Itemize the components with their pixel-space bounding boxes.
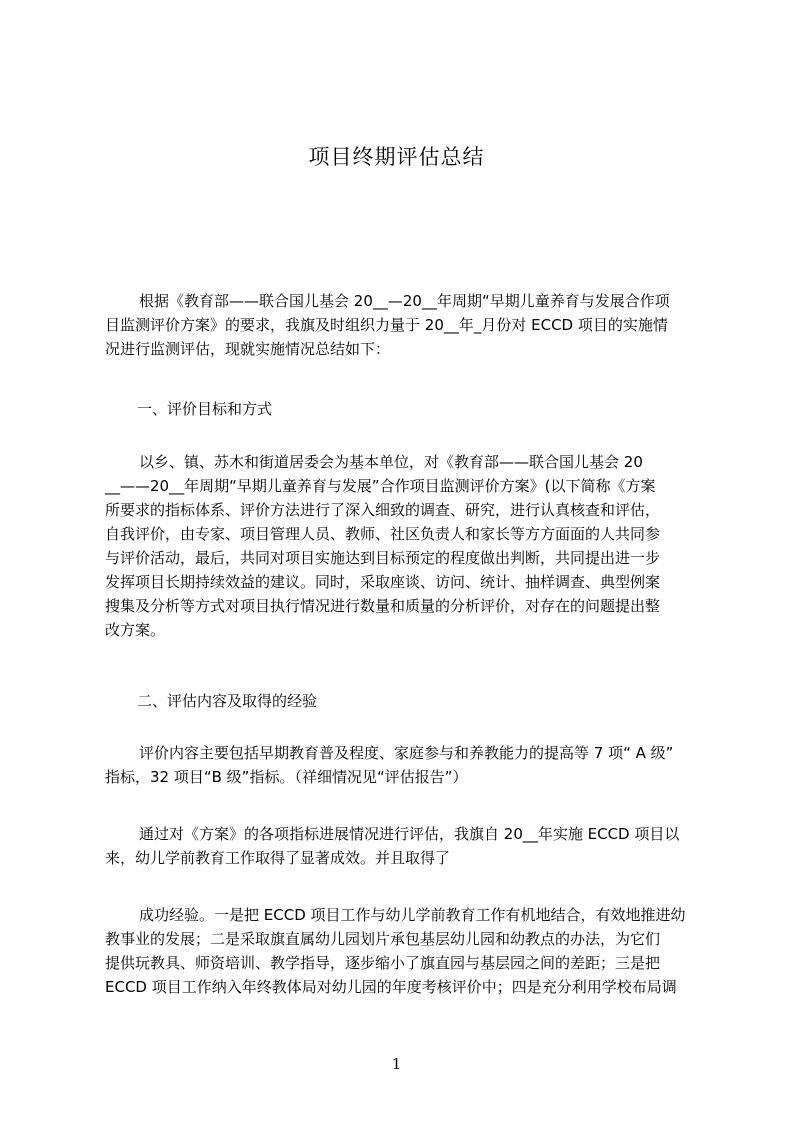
content-paragraph (105, 741, 700, 789)
paragraph-line: 教事业的发展；二是采取旗直属幼儿园划片承包基层幼儿园和幼教点的办法，为它们 (105, 930, 661, 948)
paragraph-line: 所要求的指标体系、评价方法进行了深入细致的调查、研究，进行认真核查和评估， (105, 501, 661, 519)
experience-paragraph (105, 903, 700, 999)
paragraph-line: 通过对《方案》的各项指标进展情况进行评估，我旗自 20__年实施 ECCD 项目以 (139, 825, 680, 843)
paragraph-line: 以乡、镇、苏木和街道居委会为基本单位，对《教育部——联合国儿基会 20 (139, 453, 643, 471)
paragraph-line: 提供玩教具、师资培训、教学指导，逐步缩小了旗直园与基层园之间的差距；三是把 (105, 954, 661, 972)
paragraph-line: __——20__年周期“早期儿童养育与发展”合作项目监测评价方案》(以下简称《方案 (105, 477, 656, 495)
intro-paragraph (105, 289, 700, 361)
goals-paragraph (105, 450, 700, 642)
paragraph-line: 搜集及分析等方式对项目执行情况进行数量和质量的分析评价，对存在的问题提出整 (105, 597, 661, 615)
paragraph-line: 来，幼儿学前教育工作取得了显著成效。并且取得了 (105, 849, 451, 867)
paragraph-line: 况进行监测评估，现就实施情况总结如下： (105, 340, 391, 358)
page-number: 1 (391, 1055, 402, 1073)
paragraph-line: 根据《教育部——联合国儿基会 20__—20__年周期“早期儿童养育与发展合作项 (139, 292, 670, 310)
paragraph-line: 目监测评价方案》的要求，我旗及时组织力量于 20__年_月份对 ECCD 项目的实施情 (105, 316, 668, 334)
paragraph-line: 成功经验。一是把 ECCD 项目工作与幼儿学前教育工作有机地结合，有效地推进幼 (139, 906, 686, 924)
section-heading-goals: 一、评价目标和方式 (137, 400, 273, 418)
section-heading-content: 二、评估内容及取得的经验 (137, 692, 318, 710)
progress-paragraph (105, 822, 700, 870)
page-title: 项目终期评估总结 (308, 145, 485, 169)
paragraph-line: 与评价活动，最后，共同对项目实施达到目标预定的程度做出判断，共同提出进一步 (105, 549, 661, 567)
paragraph-line: 自我评价，由专家、项目管理人员、教师、社区负责人和家长等方方面面的人共同参 (105, 525, 661, 543)
paragraph-line: 改方案。 (105, 621, 166, 639)
paragraph-line: 发挥项目长期持续效益的建议。同时，采取座谈、访问、统计、抽样调查、典型例案 (105, 573, 661, 591)
paragraph-line: 评价内容主要包括早期教育普及程度、家庭参与和养教能力的提高等 7 项“ A 级” (139, 744, 674, 762)
paragraph-line: 指标，32 项目“B 级”指标。（祥细情况见“评估报告”） (105, 768, 468, 786)
paragraph-line: ECCD 项目工作纳入年终教体局对幼儿园的年度考核评价中；四是充分利用学校布局调 (105, 978, 677, 996)
